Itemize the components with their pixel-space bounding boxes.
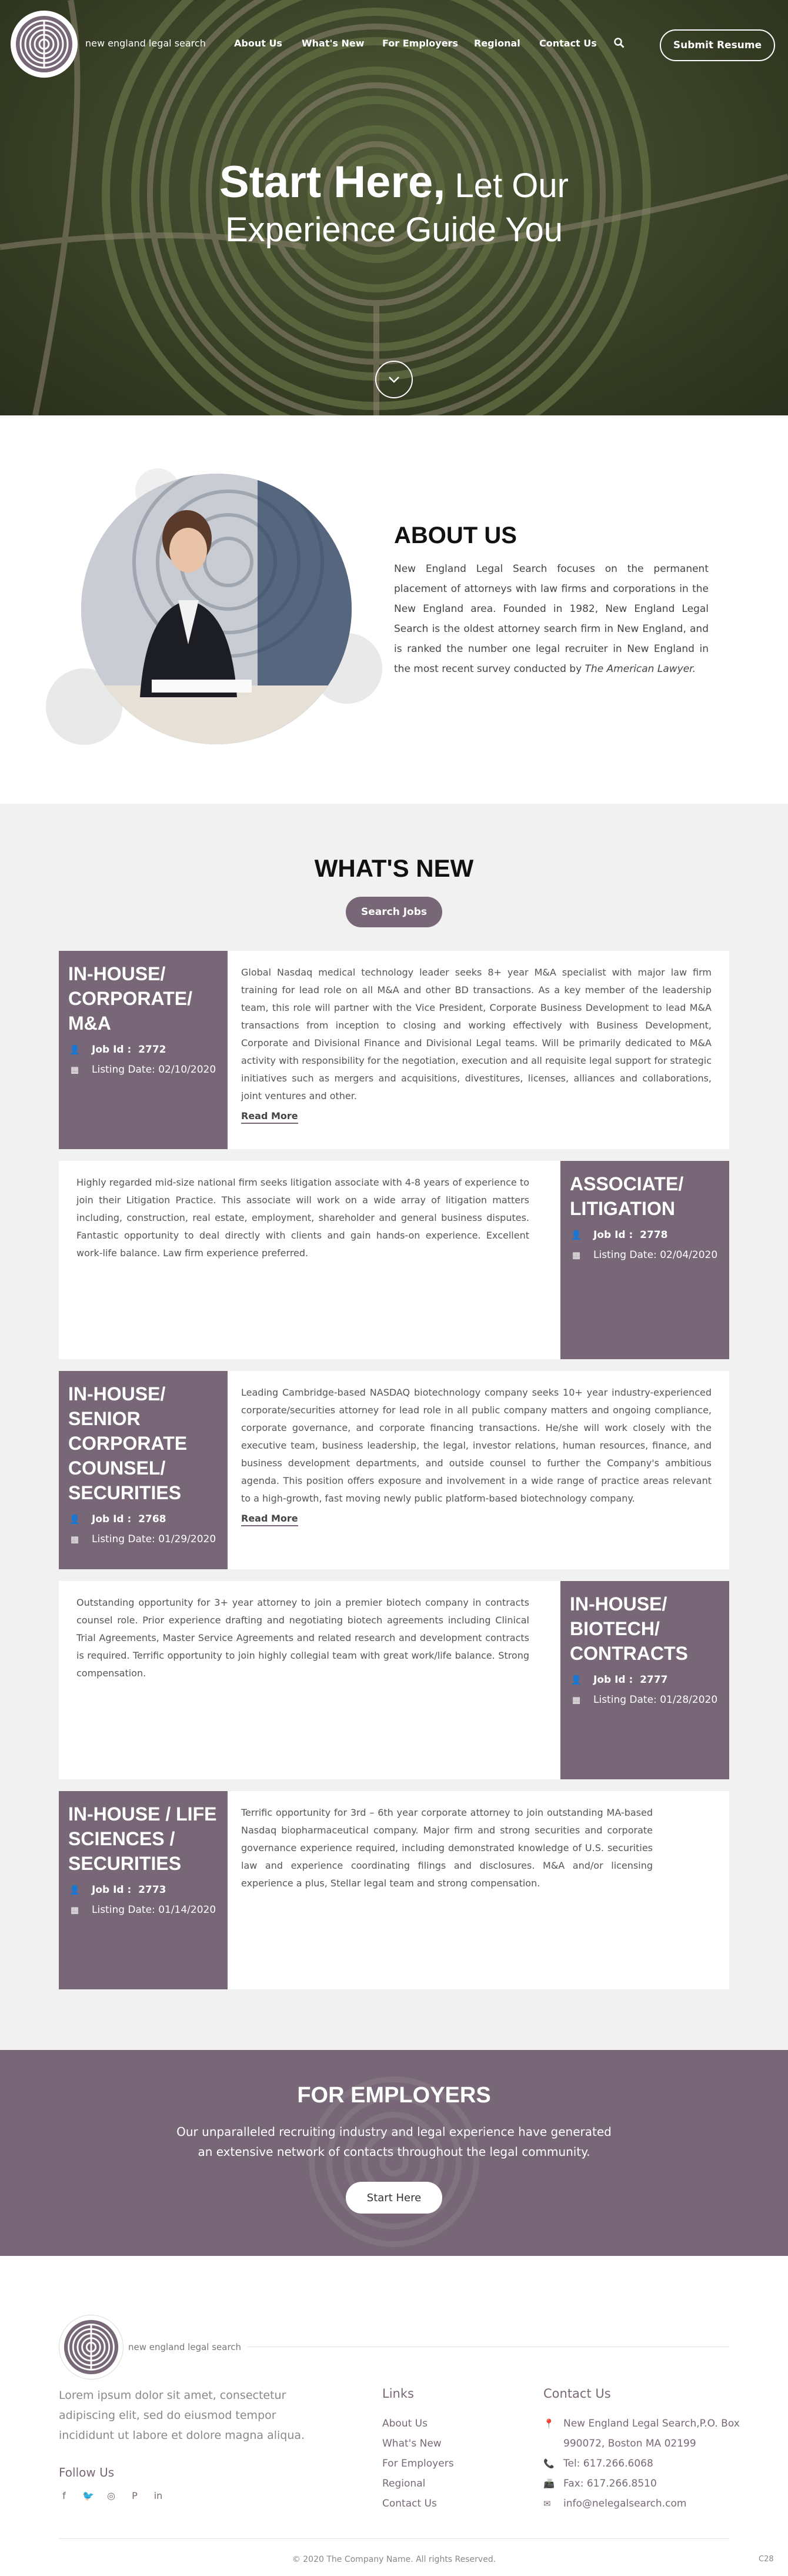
job-card xyxy=(59,1161,729,1359)
job-title: IN-HOUSE / LIFE SCIENCES / SECURITIES xyxy=(68,1803,217,1874)
listing-date-value: 02/10/2020 xyxy=(158,1064,216,1076)
job-id-value: 2772 xyxy=(138,1044,166,1056)
about-title: ABOUT US xyxy=(394,522,517,548)
map-pin-icon: 📍 xyxy=(543,2418,555,2429)
listing-date xyxy=(68,1533,218,1545)
job-description: Terrific opportunity for 3rd – 6th year corporate attorney to join outstanding MA-based Nasdaq biopharmaceutical company. Major firm and strong securities and corporate governance experience required, including demonstrated knowledge of U.S. securities law and experience coordinating filings and disclosures. M&A and/or licensing experience a plus, Stellar legal team and strong compensation. xyxy=(241,1807,653,1889)
job-id-label: Job Id : xyxy=(92,1044,132,1056)
hero-section xyxy=(0,0,788,415)
top-nav xyxy=(0,0,788,88)
job-description: Outstanding opportunity for 3+ year attorney to join a premier biotech company in contracts counsel role. Prior experience drafting and negotiating biotech agreements including Clinical Trial Agreements, Master Service Agreements and related research and development contracts is required. Terrific opportunity to join highly collegial team with great work/life balance. Strong compensation. xyxy=(76,1597,529,1679)
listing-date-label: Listing Date: xyxy=(92,1533,155,1545)
envelope-icon: ✉ xyxy=(543,2498,551,2509)
listing-date-label: Listing Date: xyxy=(593,1694,657,1706)
job-card xyxy=(59,951,729,1149)
about-body-text: New England Legal Search focuses on the permanent placement of attorneys with law firms and corporations in the New England area. Founded in 1982, New England Legal Search is the oldest attorney search firm in New England, and is ranked the number one legal recruiter in New England in the most recent survey conducted by xyxy=(394,563,709,675)
job-description-block xyxy=(241,1384,712,1527)
footer-links-heading: Links xyxy=(382,2387,414,2401)
listing-date-label: Listing Date: xyxy=(593,1249,657,1261)
site-logo[interactable] xyxy=(11,11,78,78)
whats-new-title: WHAT'S NEW xyxy=(314,854,474,882)
footer-logo[interactable] xyxy=(59,2315,123,2379)
job-card xyxy=(59,1581,729,1779)
social-links xyxy=(59,2490,163,2501)
job-tag xyxy=(59,1791,228,1989)
user-icon: 👤 xyxy=(69,1044,81,1055)
job-description-block xyxy=(241,1804,653,1892)
job-id-value: 2778 xyxy=(640,1229,668,1241)
footer-link-regional[interactable]: Regional xyxy=(382,2478,426,2490)
site-footer xyxy=(0,2256,788,2576)
footer-link-whats-new[interactable]: What's New xyxy=(382,2438,442,2449)
for-employers-section xyxy=(0,2050,788,2256)
user-icon: 👤 xyxy=(570,1675,582,1685)
listing-date-value: 01/14/2020 xyxy=(158,1904,216,1916)
scroll-down-button[interactable] xyxy=(375,361,413,398)
about-section xyxy=(0,415,788,804)
footer-bottom-divider xyxy=(59,2538,729,2539)
job-id xyxy=(68,1513,218,1525)
user-icon: 👤 xyxy=(69,1885,81,1895)
twitter-icon[interactable]: 🐦 xyxy=(82,2490,94,2501)
follow-us-heading: Follow Us xyxy=(59,2465,115,2480)
listing-date xyxy=(570,1694,720,1706)
search-jobs-button[interactable]: Search Jobs xyxy=(346,897,442,927)
listing-date-label: Listing Date: xyxy=(92,1904,155,1916)
footer-logo-text: new england legal search xyxy=(128,2342,242,2352)
read-more-link[interactable]: Read More xyxy=(241,1512,298,1526)
logo-text[interactable]: new england legal search xyxy=(85,38,206,49)
listing-date xyxy=(68,1904,218,1916)
job-tag xyxy=(59,1371,228,1569)
job-description-block xyxy=(241,964,712,1125)
calendar-icon: ▦ xyxy=(70,1534,79,1545)
user-icon: 👤 xyxy=(69,1514,81,1525)
job-id xyxy=(68,1044,218,1056)
about-photo xyxy=(81,474,352,744)
footer-fax: Fax: 617.266.8510 xyxy=(563,2478,657,2490)
job-id-value: 2773 xyxy=(138,1884,166,1896)
listing-date xyxy=(68,1064,218,1076)
nav-whats-new[interactable]: What's New xyxy=(302,38,365,49)
phone-icon: 📞 xyxy=(543,2458,555,2469)
footer-about-text: Lorem ipsum dolor sit amet, consectetur adipiscing elit, sed do eiusmod tempor incididunt ut labore et dolore magna aliqua. xyxy=(59,2389,305,2442)
job-description: Global Nasdaq medical technology leader seeks 8+ year M&A specialist with major law firm training for lead role on all M&A and other BD transactions. As a key member of the leadership team, this role will partner with the Vice President, Corporate Business Development to lead M&A transactions from inception to closing and working effectively with Business Development, Corporate and Divisional Finance and Divisional Legal teams. Will be primarily dedicated to M&A activity with responsibility for the negotiation, execution and all requisite legal support for strategic initiatives such as mergers and acquisitions, divestitures, licenses, alliances and collaborations, joint ventures and other. xyxy=(241,967,712,1101)
job-id-value: 2777 xyxy=(640,1674,668,1686)
search-icon[interactable] xyxy=(614,38,626,49)
footer-tel[interactable]: Tel: 617.266.6068 xyxy=(563,2458,653,2470)
linkedin-icon[interactable]: in xyxy=(153,2490,163,2501)
footer-link-contact-us[interactable]: Contact Us xyxy=(382,2498,437,2510)
job-description-block xyxy=(76,1594,529,1682)
footer-link-for-employers[interactable]: For Employers xyxy=(382,2458,454,2470)
facebook-icon[interactable]: f xyxy=(62,2490,66,2501)
job-id xyxy=(570,1674,720,1686)
submit-resume-button[interactable]: Submit Resume xyxy=(660,29,775,61)
nav-for-employers[interactable]: For Employers xyxy=(382,38,458,49)
copyright: © 2020 The Company Name. All rights Reserved. xyxy=(292,2555,496,2564)
listing-date-value: 01/29/2020 xyxy=(158,1533,216,1545)
calendar-icon: ▦ xyxy=(70,1905,79,1915)
job-description-block xyxy=(76,1174,529,1262)
job-id-label: Job Id : xyxy=(593,1674,633,1686)
fax-icon: 📠 xyxy=(543,2478,555,2489)
corner-code: C28 xyxy=(759,2555,774,2564)
footer-contact-heading: Contact Us xyxy=(543,2387,611,2401)
start-here-button[interactable]: Start Here xyxy=(346,2182,442,2214)
hero-title-rest: Let Our xyxy=(445,167,569,205)
user-icon: 👤 xyxy=(570,1230,582,1240)
job-id xyxy=(68,1884,218,1896)
instagram-icon[interactable]: ◎ xyxy=(107,2490,115,2501)
calendar-icon: ▦ xyxy=(572,1250,581,1260)
job-id-label: Job Id : xyxy=(92,1884,132,1896)
job-description: Highly regarded mid-size national firm seeks litigation associate with 4-8 years of experience to join their Litigation Practice. This associate will work on a wide array of litigation matters including, construction, real estate, employment, shareholder and general business disputes. Fantastic opportunity to deal directly with clients and gain hands-on experience. Excellent work-life balance. Law firm experience preferred. xyxy=(76,1177,529,1259)
listing-date-value: 02/04/2020 xyxy=(660,1249,718,1261)
about-body-source: The American Lawyer. xyxy=(585,663,696,675)
job-description: Leading Cambridge-based NASDAQ biotechnology company seeks 10+ year industry-experienced corporate/securities attorney for lead role in all public company matters and ongoing compliance, corporate governance, and corporate financing transactions. He/she will work closely with the executive team, business leadership, the legal, investor relations, human resources, finance, and business development departments, and outside counsel to further the Company's ambitious agenda. This position offers exposure and involvement in a wide range of practice areas relevant to a high-growth, fast moving newly public platform-based biotechnology company. xyxy=(241,1387,712,1504)
about-body xyxy=(394,559,709,679)
hero-title-line2: Experience Guide You xyxy=(225,211,563,249)
maze-logo-icon xyxy=(15,15,74,74)
job-card xyxy=(59,1371,729,1569)
listing-date-label: Listing Date: xyxy=(92,1064,155,1076)
job-tag xyxy=(560,1161,729,1359)
chevron-down-icon xyxy=(388,375,400,384)
whats-new-section xyxy=(0,804,788,2050)
hero-title-bold: Start Here, xyxy=(219,157,446,207)
maze-logo-icon xyxy=(63,2319,119,2375)
job-id-label: Job Id : xyxy=(92,1513,132,1525)
read-more-link[interactable]: Read More xyxy=(241,1110,298,1124)
footer-link-about-us[interactable]: About Us xyxy=(382,2418,428,2429)
job-title: ASSOCIATE/ LITIGATION xyxy=(570,1173,684,1219)
calendar-icon: ▦ xyxy=(572,1695,581,1705)
nav-regional[interactable]: Regional xyxy=(474,38,520,49)
job-tag xyxy=(560,1581,729,1779)
employers-title: FOR EMPLOYERS xyxy=(297,2083,491,2108)
footer-address-line2: 990072, Boston MA 02199 xyxy=(563,2438,696,2449)
job-title: IN-HOUSE/ CORPORATE/ M&A xyxy=(68,963,192,1034)
nav-about-us[interactable]: About Us xyxy=(234,38,282,49)
job-id-value: 2768 xyxy=(138,1513,166,1525)
job-title: IN-HOUSE/ BIOTECH/ CONTRACTS xyxy=(570,1593,688,1664)
job-tag xyxy=(59,951,228,1149)
footer-address-line1: New England Legal Search,P.O. Box xyxy=(563,2418,740,2429)
hero-heading xyxy=(0,158,788,249)
footer-email[interactable]: info@nelegalsearch.com xyxy=(563,2498,687,2510)
footer-contact xyxy=(543,2414,740,2514)
pinterest-icon[interactable]: P xyxy=(132,2490,138,2501)
footer-links xyxy=(382,2414,454,2514)
job-title: IN-HOUSE/ SENIOR CORPORATE COUNSEL/ SECURITIES xyxy=(68,1383,188,1503)
employers-text: Our unparalleled recruiting industry and legal experience have generated an extensive network of contacts throughout the legal community. xyxy=(176,2125,612,2159)
calendar-icon: ▦ xyxy=(70,1064,79,1075)
listing-date-value: 01/28/2020 xyxy=(660,1694,718,1706)
job-id-label: Job Id : xyxy=(593,1229,633,1241)
nav-contact-us[interactable]: Contact Us xyxy=(539,38,597,49)
job-id xyxy=(570,1229,720,1241)
job-card xyxy=(59,1791,729,1989)
listing-date xyxy=(570,1249,720,1261)
